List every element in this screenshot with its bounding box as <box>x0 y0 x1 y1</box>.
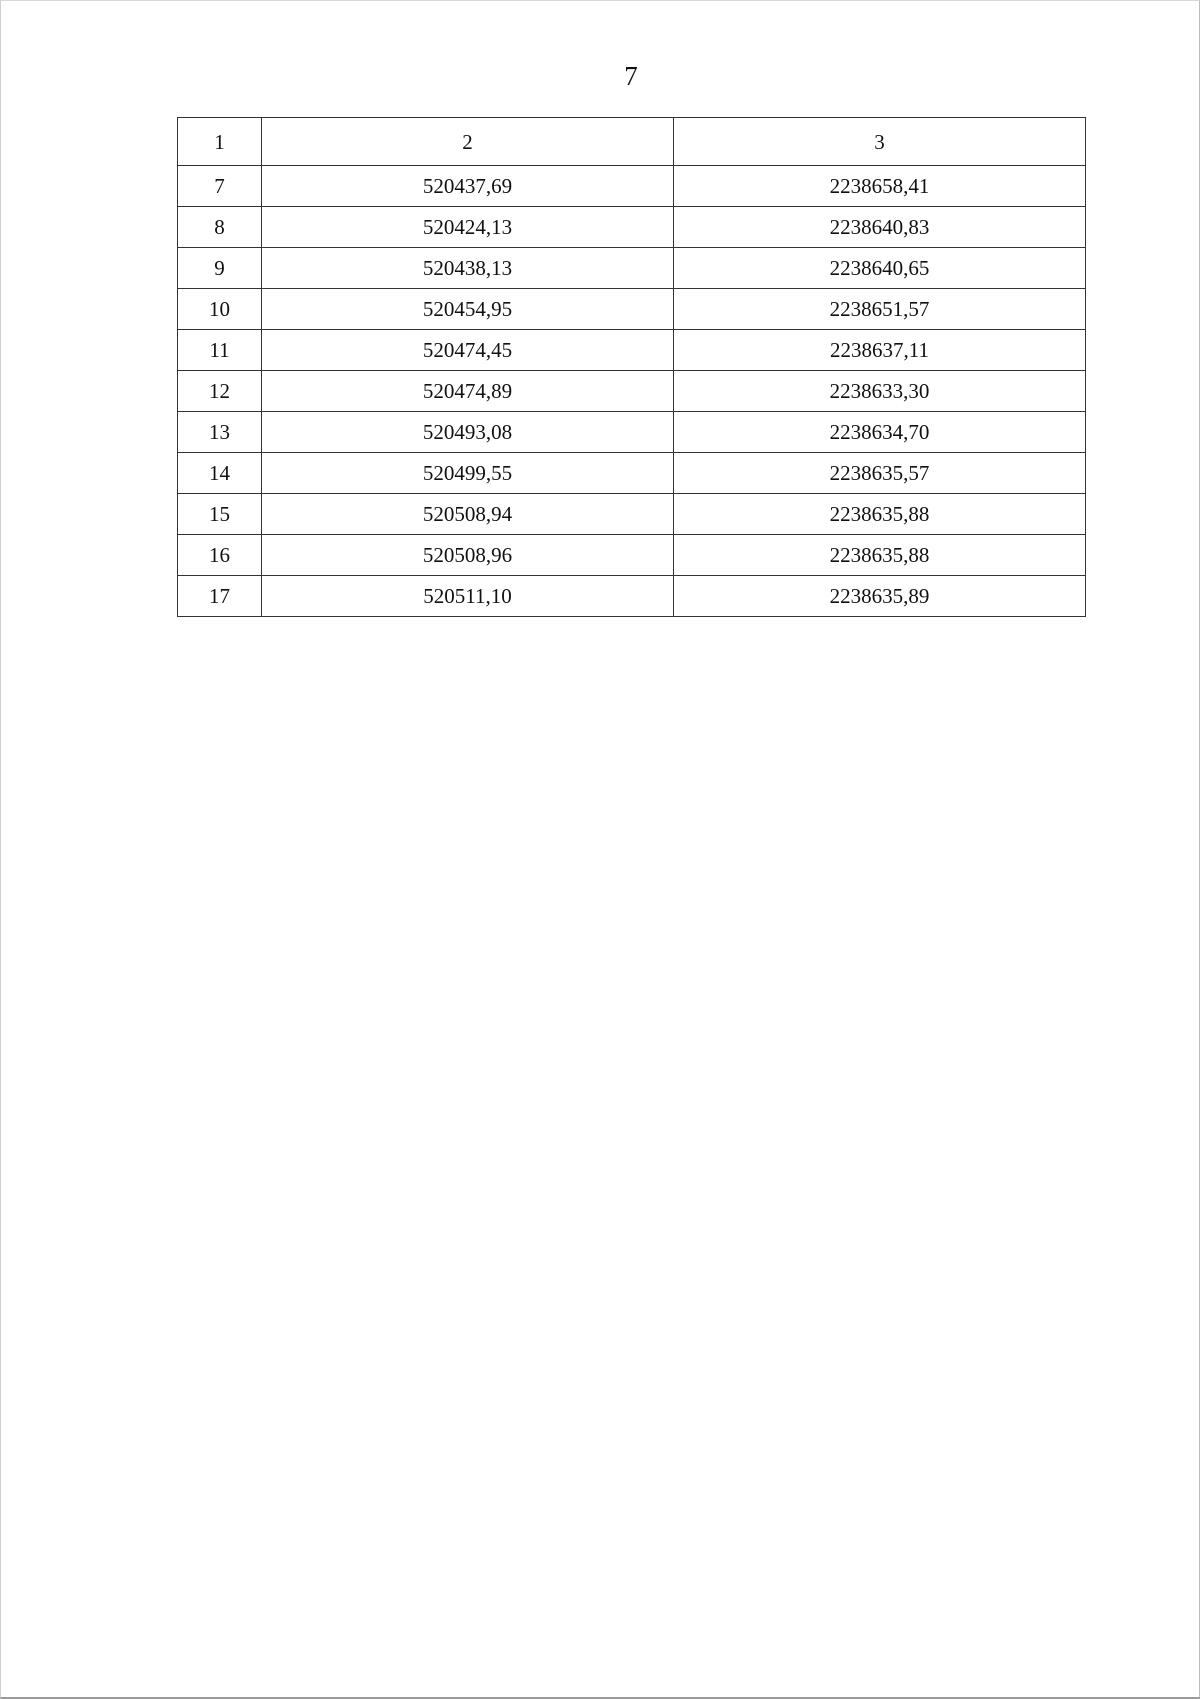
x-coordinate-cell: 520474,89 <box>262 371 674 412</box>
point-number-cell: 13 <box>178 412 262 453</box>
y-coordinate-cell: 2238635,89 <box>674 576 1086 617</box>
point-number-cell: 12 <box>178 371 262 412</box>
y-coordinate-cell: 2238651,57 <box>674 289 1086 330</box>
y-coordinate-cell: 2238658,41 <box>674 166 1086 207</box>
y-coordinate-cell: 2238635,88 <box>674 494 1086 535</box>
coordinates-table <box>177 117 1086 617</box>
y-coordinate-cell: 2238635,57 <box>674 453 1086 494</box>
y-coordinate-cell: 2238634,70 <box>674 412 1086 453</box>
table-row <box>178 535 1086 576</box>
table-row <box>178 576 1086 617</box>
column-header: 1 <box>178 118 262 166</box>
point-number-cell: 15 <box>178 494 262 535</box>
point-number-cell: 7 <box>178 166 262 207</box>
x-coordinate-cell: 520493,08 <box>262 412 674 453</box>
table-row <box>178 494 1086 535</box>
table-row <box>178 330 1086 371</box>
x-coordinate-cell: 520454,95 <box>262 289 674 330</box>
table-row <box>178 371 1086 412</box>
x-coordinate-cell: 520508,94 <box>262 494 674 535</box>
point-number-cell: 14 <box>178 453 262 494</box>
table-row <box>178 166 1086 207</box>
y-coordinate-cell: 2238635,88 <box>674 535 1086 576</box>
page-number: 7 <box>624 61 638 91</box>
x-coordinate-cell: 520499,55 <box>262 453 674 494</box>
column-header: 2 <box>262 118 674 166</box>
point-number-cell: 17 <box>178 576 262 617</box>
x-coordinate-cell: 520438,13 <box>262 248 674 289</box>
point-number-cell: 16 <box>178 535 262 576</box>
y-coordinate-cell: 2238640,83 <box>674 207 1086 248</box>
table-row <box>178 453 1086 494</box>
point-number-cell: 10 <box>178 289 262 330</box>
point-number-cell: 9 <box>178 248 262 289</box>
x-coordinate-cell: 520508,96 <box>262 535 674 576</box>
point-number-cell: 11 <box>178 330 262 371</box>
y-coordinate-cell: 2238640,65 <box>674 248 1086 289</box>
x-coordinate-cell: 520511,10 <box>262 576 674 617</box>
x-coordinate-cell: 520474,45 <box>262 330 674 371</box>
x-coordinate-cell: 520424,13 <box>262 207 674 248</box>
table-row <box>178 248 1086 289</box>
y-coordinate-cell: 2238633,30 <box>674 371 1086 412</box>
table-row <box>178 412 1086 453</box>
table-header-row <box>178 118 1086 166</box>
table-row <box>178 289 1086 330</box>
x-coordinate-cell: 520437,69 <box>262 166 674 207</box>
column-header: 3 <box>674 118 1086 166</box>
y-coordinate-cell: 2238637,11 <box>674 330 1086 371</box>
point-number-cell: 8 <box>178 207 262 248</box>
table-row <box>178 207 1086 248</box>
